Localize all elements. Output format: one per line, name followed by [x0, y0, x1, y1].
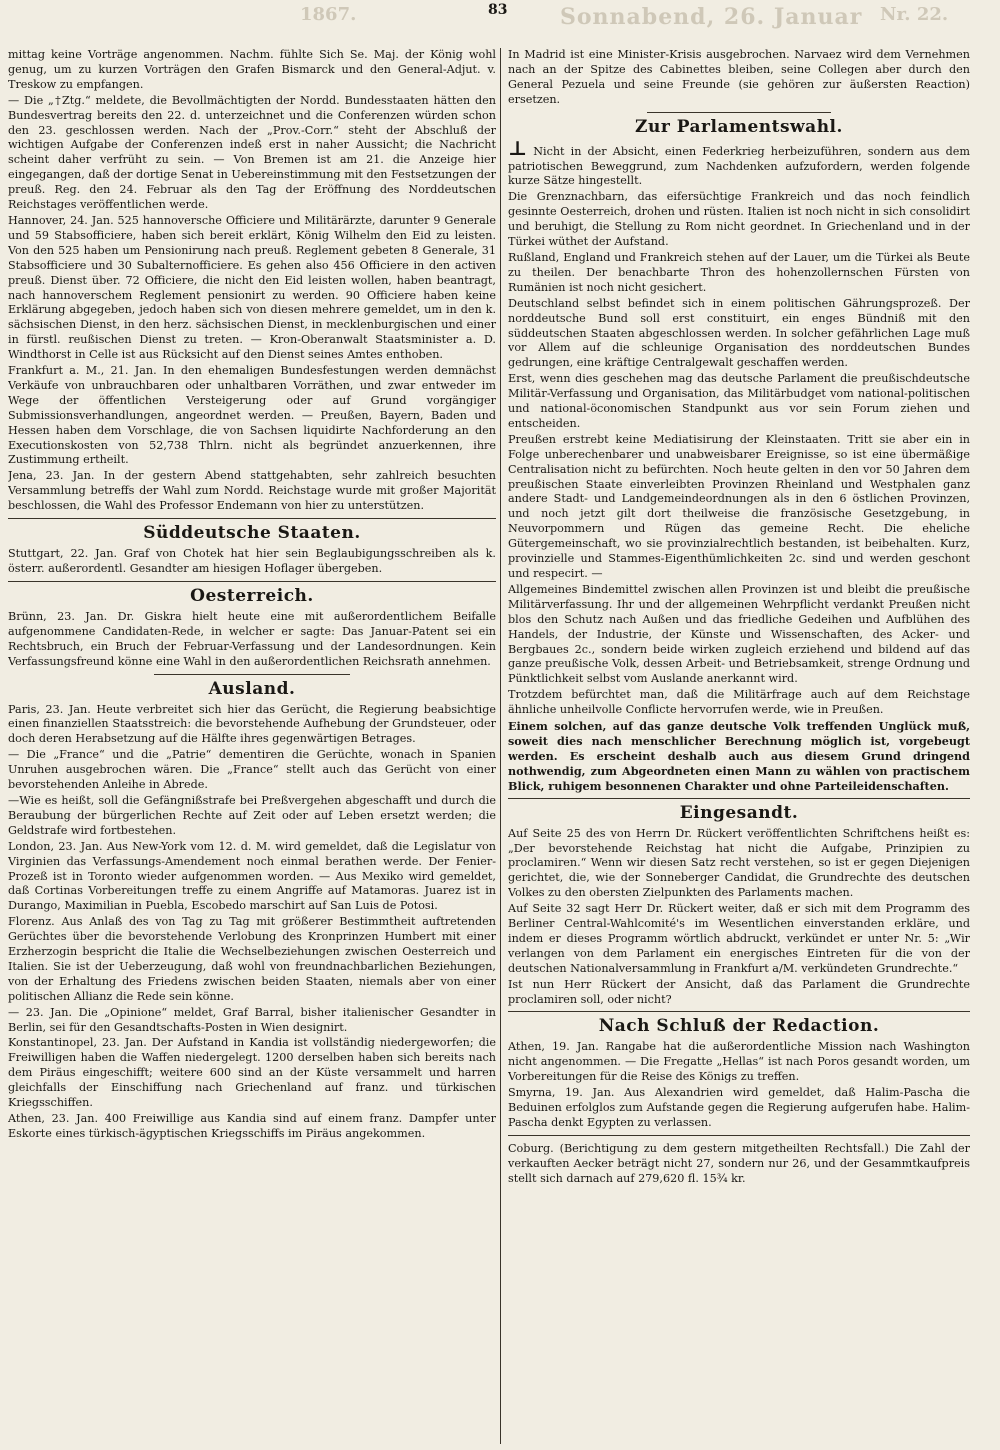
- article-paragraph: Auf Seite 25 des von Herrn Dr. Rückert veröffentlichten Schriftchens heißt es: „Der bevorstehende Reichstag hat nicht die Aufgabe, Prinzipien zu proclamiren.“ Wenn wir diesen Satz recht verstehen, so ist er gegen Diejenigen gerichtet, die, wie der Sonneberger Candidat, die Grundrechte des deutschen Volkes zu den obersten Zielpunkten des Parlaments machen.: [508, 826, 970, 900]
- article-paragraph: Smyrna, 19. Jan. Aus Alexandrien wird gemeldet, daß Halim-Pascha die Beduinen erfolglos zum Aufstande gegen die Regierung aufgerufen habe. Halim-Pascha denkt Egypten zu verlassen.: [508, 1086, 970, 1129]
- article-paragraph: — 23. Jan. Die „Opinione“ meldet, Graf Barral, bisher italienischer Gesandter in Berlin, sei für den Gesandtschafts-Posten in Wien designirt.: [8, 1005, 496, 1034]
- section-rule: [154, 674, 349, 675]
- article-paragraph: —Wie es heißt, soll die Gefängnißstrafe bei Preßvergehen abgeschafft und durch die Beraubung der bürgerlichen Rechte auf Zeit oder auf Leben ersetzt werden; die Geldstrafe wird fortbestehen.: [8, 793, 496, 837]
- masthead-ghost-year: 1867.: [300, 4, 357, 25]
- article-paragraph: Frankfurt a. M., 21. Jan. In den ehemaligen Bundesfestungen werden demnächst Verkäufe von unbrauchbaren oder unhaltbaren Vorräthen, und zwar entweder im Wege der öffentlichen Versteigerung oder auf Grund vorgängiger Submissionsverhandlungen, angeordnet werden. — Preußen, Bayern, Baden und Hessen haben dem Vorschlage, die von Sachsen liquidirte Nachforderung an den Executionskosten von 52,738 Thlrn. nicht als begründet anzuerkennen, ihre Zustimmung ertheilt.: [8, 364, 496, 467]
- article-paragraph: Trotzdem befürchtet man, daß die Militärfrage auch auf dem Reichstage ähnliche unheilvolle Conflicte hervorrufen werde, wie in Preußen.: [508, 688, 970, 717]
- article-paragraph: Konstantinopel, 23. Jan. Der Aufstand in Kandia ist vollständig niedergeworfen; die Freiwilligen haben die Waffen niedergelegt. 1200 derselben haben sich bereits nach dem Piräus eingeschifft; weitere 600 sind an der Küste versammelt und harren gleichfalls der Einschiffung nach Griechenland auf franz. und türkischen Kriegsschiffen.: [8, 1036, 496, 1110]
- perpendicular-mark: ⊥: [508, 135, 528, 160]
- section-heading-oesterreich: Oesterreich.: [190, 585, 314, 606]
- article-paragraph: Die Grenznachbarn, das eifersüchtige Frankreich und das noch feindlich gesinnte Oesterreich, drohen und rüsten. Italien ist noch nicht in sich consolidirt und beruhigt, die Stellung zu Rom nicht geordnet. In Griechenland und in der Türkei wüthet der Aufstand.: [508, 190, 970, 249]
- article-paragraph: — Die „†Ztg.“ meldete, die Bevollmächtigten der Nordd. Bundesstaaten hätten den Bundesvertrag bereits den 22. d. unterzeichnet und die Conferenzen würden schon den 23. geschlossen werden. Nach der „Prov.-Corr.“ steht der Abschluß der wichtigen Aufgabe der Conferenzen indeß erst in naher Aussicht; die Nachricht scheint daher verfrüht zu sein. — Von Bremen ist am 21. die Anzeige hier eingegangen, daß der dortige Senat in Uebereinstimmung mit den Festsetzungen der preuß. Reg. den 24. Februar als den Tag der Eröffnung des Norddeutschen Reichstages veröffentlichen werde.: [8, 93, 496, 212]
- right-column: [508, 48, 970, 1444]
- article-paragraph: Paris, 23. Jan. Heute verbreitet sich hier das Gerücht, die Regierung beabsichtige einen finanziellen Staatsstreich: die bevorstehende Aufhebung der Grundsteuer, oder doch deren Herabsetzung auf die Hälfte ihres gegenwärtigen Betrages.: [8, 702, 496, 746]
- article-paragraph: Deutschland selbst befindet sich in einem politischen Gährungsprozeß. Der norddeutsche Bund soll erst constituirt, ein enges Bündniß mit den süddeutschen Staaten abgeschlossen werden. In solcher gefährlichen Lage muß vor Allem auf die schleunige Organisation des norddeutschen Bundes gedrungen, eine kräftige Centralgewalt geschaffen werden.: [508, 296, 970, 370]
- article-paragraph: Florenz. Aus Anlaß des von Tag zu Tag mit größerer Bestimmtheit auftretenden Gerüchtes über die bevorstehende Verlobung des Kronprinzen Humbert mit einer Erzherzogin bespricht die Italie die Wechselbeziehungen zwischen Oesterreich und Italien. Sie ist der Ueberzeugung, daß wohl von freundnachbarlichen Beziehungen, von der Erhaltung des Friedens zwischen beiden Staaten, niemals aber von einer politischen Allianz die Rede sein könne.: [8, 915, 496, 1003]
- article-paragraph: Einem solchen, auf das ganze deutsche Volk treffenden Unglück muß, soweit dies nach menschlicher Berechnung möglich ist, vorgebeugt werden. Es erscheint deshalb auch aus diesem Grund dringend nothwendig, zum Abgeordneten einen Mann zu wählen von practischem Blick, ruhigem besonnenen Charakter und ohne Parteileidenschaften.: [508, 719, 970, 793]
- article-paragraph: Preußen erstrebt keine Mediatisirung der Kleinstaaten. Tritt sie aber ein in Folge unberechenbarer und unabweisbarer Ereignisse, so ist eine übermäßige Centralisation nicht zu befürchten. Noch heute gelten in den vor 50 Jahren dem preußischen Staate einverleibten Provinzen Rheinland und Westphalen ganz andere Stadt- und Landgemeindeordnungen als in den 6 östlichen Provinzen, und noch jetzt gilt dort theilweise die französische Gesetzgebung, in Neuvorpommern und Rügen das gemeine Recht. Die eheliche Gütergemeinschaft, wo sie provinzialrechtlich bestanden, ist beibehalten. Kurz, provinzielle und Stammes-Eigenthümlichkeiten 2c. sind und werden geschont und respecirt. —: [508, 432, 970, 580]
- section-heading-parlamentswahl: Zur Parlamentswahl.: [635, 116, 843, 137]
- article-paragraph: mittag keine Vorträge angenommen. Nachm. fühlte Sich Se. Maj. der König wohl genug, um zu kurzen Vorträgen den Grafen Bismarck und den General-Adjut. v. Treskow zu empfangen.: [8, 48, 496, 91]
- section-rule: [508, 1011, 970, 1012]
- article-paragraph: Erst, wenn dies geschehen mag das deutsche Parlament die preußischdeutsche Militär-Verfassung und Organisation, das Militärbudget vom national-politischen und national-öconomischen Standpunkt aus vor sein Forum ziehen und entscheiden.: [508, 372, 970, 430]
- masthead-ghost-date: Sonnabend, 26. Januar: [560, 4, 863, 30]
- article-paragraph: Athen, 23. Jan. 400 Freiwillige aus Kandia sind auf einem franz. Dampfer unter Eskorte eines türkisch-ägyptischen Kriegsschiffs im Piräus angekommen.: [8, 1112, 496, 1140]
- article-paragraph: Stuttgart, 22. Jan. Graf von Chotek hat hier sein Beglaubigungsschreiben als k. österr. außerordentl. Gesandter am hiesigen Hoflager übergeben.: [8, 547, 496, 575]
- article-paragraph: Ist nun Herr Rückert der Ansicht, daß das Parlament die Grundrechte proclamiren soll, oder nicht?: [508, 977, 970, 1006]
- page-number: 83: [488, 2, 508, 18]
- section-rule: [8, 518, 496, 519]
- column-divider: [500, 48, 501, 1444]
- article-paragraph: Brünn, 23. Jan. Dr. Giskra hielt heute eine mit außerordentlichem Beifalle aufgenommene Candidaten-Rede, in welcher er sagte: Das Januar-Patent sei ein Rechtsbruch, ein Bruch der Februar-Verfassung und der Landesordnungen. Kein Verfassungsfreund könne eine Wahl in den außerordentlichen Reichsrath annehmen.: [8, 609, 496, 668]
- section-rule: [508, 798, 970, 799]
- article-paragraph: Rußland, England und Frankreich stehen auf der Lauer, um die Türkei als Beute zu theilen. Der benachbarte Thron des hohenzollernschen Fürsten von Rumänien ist noch nicht gesichert.: [508, 250, 970, 294]
- article-paragraph: Athen, 19. Jan. Rangabe hat die außerordentliche Mission nach Washington nicht angenommen. — Die Fregatte „Hellas“ ist nach Poros gesandt worden, um Vorbereitungen für die Reise des Königs zu treffen.: [508, 1040, 970, 1084]
- article-paragraph: Auf Seite 32 sagt Herr Dr. Rückert weiter, daß er sich mit dem Programm des Berliner Central-Wahlcomité's im Wesentlichen einverstanden erkläre, und indem er dieses Programm wörtlich abdruckt, verkündet er unter Nr. 5: „Wir verlangen von dem Parlament ein energisches Eintreten für die von der deutschen Nationalversammlung in Frankfurt a/M. verkündeten Grundrechte.“: [508, 902, 970, 975]
- article-paragraph: [508, 135, 970, 190]
- section-rule: [8, 581, 496, 582]
- article-paragraph: Jena, 23. Jan. In der gestern Abend stattgehabten, sehr zahlreich besuchten Versammlung betreffs der Wahl zum Nordd. Reichstage wurde mit großer Majorität beschlossen, die Wahl des Professor Endemann von hier zu unterstützen.: [8, 469, 496, 513]
- section-heading-ausland: Ausland.: [208, 678, 296, 699]
- article-paragraph: Hannover, 24. Jan. 525 hannoversche Officiere und Militärärzte, darunter 9 Generale und 59 Stabsofficiere, haben sich bereit erklärt, König Wilhelm den Eid zu leisten. Von den 525 haben um Pensionirung nach preuß. Reglement gebeten 8 Generale, 31 Stabsofficiere und 30 Subalternofficiere. Es gehen also 456 Officiere in den activen preuß. Dienst über. 72 Officiere, die nicht den Eid leisten wollen, haben beantragt, nach hannoverschem Reglement pensionirt zu werden. 90 Officiere haben keine Erklärung abgegeben, jedoch haben sich von diesen mehrere gemeldet, um in den k. sächsischen Dienst, in den herz. sächsischen Dienst, in mecklenburgischen und einer in fürstl. reußischen Dienst zu treten. — Kron-Oberanwalt Staatsminister a. D. Windthorst in Celle ist aus Rücksicht auf den Dienst seines Amtes enthoben.: [8, 213, 496, 362]
- section-rule: [647, 112, 832, 113]
- masthead-ghost-issue: Nr. 22.: [880, 4, 949, 25]
- article-paragraph: In Madrid ist eine Minister-Krisis ausgebrochen. Narvaez wird dem Vernehmen nach an der Spitze des Cabinettes bleiben, seine Collegen aber durch den General Pezuela und seine Freunde (sie gehören zur äußersten Reaction) ersetzen.: [508, 48, 970, 106]
- section-heading-sueddeutsche-staaten: Süddeutsche Staaten.: [143, 523, 361, 544]
- article-paragraph: London, 23. Jan. Aus New-York vom 12. d. M. wird gemeldet, daß die Legislatur von Virginien das Verfassungs-Amendement noch einmal berathen werde. Der Fenier-Prozeß ist in Toronto wieder aufgenommen worden. — Aus Mexiko wird gemeldet, daß Cortinas Vorbereitungen treffe zu einem Angriffe auf Matamoras. Juarez ist in Durango, Maximilian in Puebla, Escobedo marschirt auf San Luis de Potosi.: [8, 839, 496, 913]
- article-paragraph: — Die „France“ und die „Patrie“ dementiren die Gerüchte, wonach in Spanien Unruhen ausgebrochen wären. Die „France“ stellt auch das Gerücht von einer bevorstehenden Anleihe in Abrede.: [8, 748, 496, 792]
- section-rule: [508, 1135, 970, 1136]
- section-heading-nach-schluss: Nach Schluß der Redaction.: [598, 1016, 880, 1037]
- left-column: [8, 48, 496, 1444]
- article-paragraph: Allgemeines Bindemittel zwischen allen Provinzen ist und bleibt die preußische Militärverfassung. Ihr und der allgemeinen Wehrpflicht verdankt Preußen nicht blos den Schutz nach Außen und das friedliche Gedeihen und Aufblühen des Handels, der Industrie, der Künste und Wissenschaften, des Acker- und Bergbaues 2c., sondern beide wirken zugleich erziehend und bildend auf das ganze preußische Volk, dessen Arbeit- und Betriebsamkeit, strenge Ordnung und Pünktlichkeit selbst vom Auslande anerkannt wird.: [508, 582, 970, 686]
- article-text: Nicht in der Absicht, einen Federkrieg herbeizuführen, sondern aus dem patriotischen Beweggrund, zum Nachdenken aufzufordern, werden folgende kurze Sätze hingestellt.: [508, 144, 970, 188]
- article-paragraph: Coburg. (Berichtigung zu dem gestern mitgetheilten Rechtsfall.) Die Zahl der verkauften Aecker beträgt nicht 27, sondern nur 26, und der Gesammtkaufpreis stellt sich darnach auf 279,620 fl. 15¾ kr.: [508, 1141, 970, 1185]
- section-heading-eingesandt: Eingesandt.: [679, 802, 799, 823]
